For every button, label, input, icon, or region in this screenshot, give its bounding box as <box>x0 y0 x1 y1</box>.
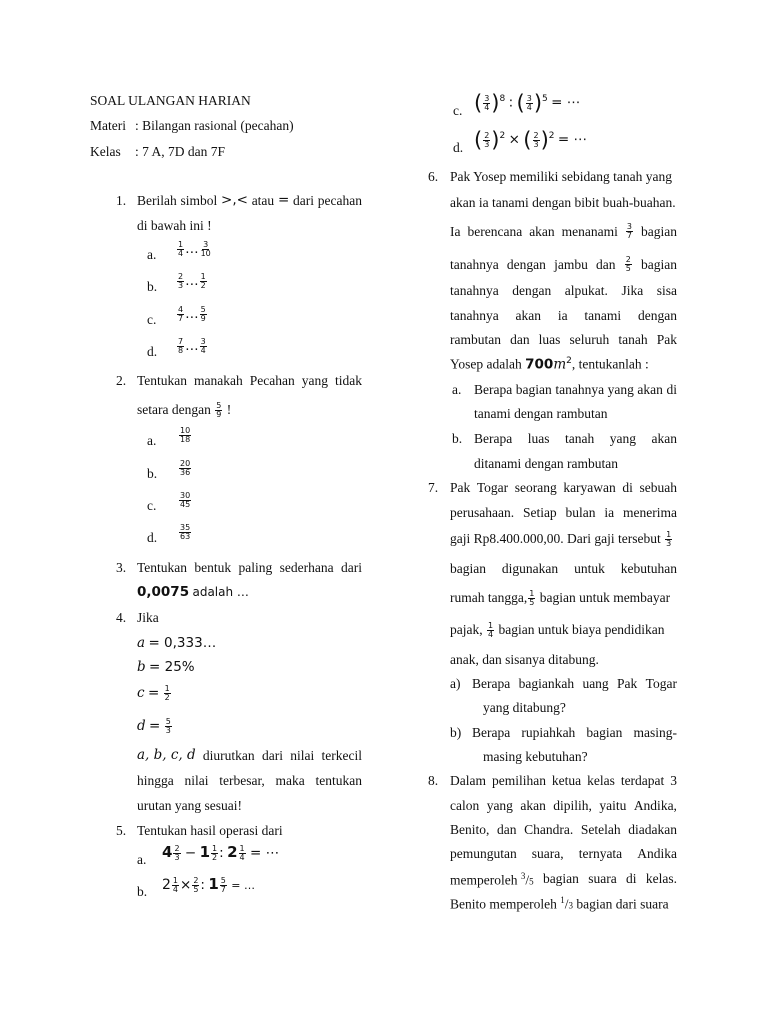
q8-line3: Benito, dan Chandra. Setelah diadakan <box>450 822 677 837</box>
q4-var-a: a = 0,333… <box>137 635 217 651</box>
q6-line4: tanahnya dengan jambu dan 2 5 bagian <box>450 255 677 274</box>
q7-line4: bagian digunakan untuk kebutuhan <box>450 561 677 576</box>
q1-line2: di bawah ini ! <box>137 218 212 233</box>
q3-line1: Tentukan bentuk paling sederhana dari <box>137 560 362 575</box>
q1-item-b-expr: $\frac{2}{3}$ … $\frac{1}{2}$ <box>178 272 206 291</box>
q8-line5: memperoleh $^3$/5 bagian suara di kelas. <box>450 871 677 888</box>
q1-item-b-label: b. <box>147 279 158 294</box>
q8-line6: Benito memperoleh $^1$/3 bagian dari suara <box>450 895 669 912</box>
q6-b-line1: Berapa luas tanah yang akan <box>474 431 677 446</box>
q7-b-label: b) <box>450 725 462 740</box>
q2-item-b-label: b. <box>147 466 158 481</box>
q4-number: 4. <box>116 610 127 625</box>
q6-a-line2: tanami dengan rambutan <box>474 406 608 421</box>
q5-c-label: c. <box>453 103 463 118</box>
materi-label: Materi <box>90 118 126 133</box>
q1-item-d-expr: $\frac{7}{8}$ … $\frac{3}{4}$ <box>178 337 206 356</box>
q1-number: 1. <box>116 193 127 208</box>
q7-line6: pajak, $\frac{1}{4}$ bagian untuk biaya pendidikan <box>450 621 665 640</box>
q6-number: 6. <box>428 169 439 184</box>
q7-b-line2: masing kebutuhan? <box>483 749 588 764</box>
q1-item-a-expr: $\frac{1}{4}$ … $\frac{3}{10}$ <box>178 240 211 259</box>
q5-d-label: d. <box>453 140 464 155</box>
q7-line2: perusahaan. Setiap bulan ia menerima <box>450 505 677 520</box>
q5-number: 5. <box>116 823 127 838</box>
q2-number: 2. <box>116 373 127 388</box>
q4-jika: Jika <box>137 610 159 625</box>
q7-line3: gaji Rp8.400.000,00. Dari gaji tersebut $\frac{1}{3}$ <box>450 530 672 549</box>
q2-item-a-label: a. <box>147 433 157 448</box>
q3-number: 3. <box>116 560 127 575</box>
q4-line5: a, b, c, d diurutkan dari nilai terkecil <box>137 747 362 763</box>
q2-item-b-frac: $\frac{20}{36}$ <box>180 459 191 478</box>
q5-b-label: b. <box>137 884 148 899</box>
q5-a-expr: 4 $\frac{2}{3}$ − 1 $\frac{1}{2}$ : 2 $\frac{1}{4}$ = ⋯ <box>162 843 280 863</box>
q7-number: 7. <box>428 480 439 495</box>
q6-line8: Yosep adalah $700m^2$, tentukanlah : <box>450 356 649 373</box>
kelas-label: Kelas <box>90 144 121 159</box>
kelas-value: : 7 A, 7D dan 7F <box>135 144 226 159</box>
q6-a-line1: Berapa bagian tanahnya yang akan di <box>474 382 677 397</box>
q8-number: 8. <box>428 773 439 788</box>
q7-a-line2: yang ditabung? <box>483 700 566 715</box>
q7-a-label: a) <box>450 676 461 691</box>
q6-line1: Pak Yosep memiliki sebidang tanah yang <box>450 169 672 184</box>
q5-a-label: a. <box>137 852 147 867</box>
q1-item-d-label: d. <box>147 344 158 359</box>
q7-a-line1: Berapa bagiankah uang Pak Togar <box>472 676 677 691</box>
q5-d-expr: ( $\frac{2}{3}$ )$^2$ × ( $\frac{2}{3}$ )$^2$ = ⋯ <box>474 128 588 152</box>
q6-line5: tanahnya dengan alpukat. Jika sisa <box>450 283 677 298</box>
q8-line1: Dalam pemilihan ketua kelas terdapat 3 <box>450 773 677 788</box>
q7-line1: Pak Togar seorang karyawan di sebuah <box>450 480 677 495</box>
q6-b-line2: ditanami dengan rambutan <box>474 456 618 471</box>
q5-b-expr: 2 $\frac{1}{4}$ × $\frac{2}{5}$ : 1 $\frac{5}{7}$ = … <box>162 875 255 895</box>
q2-item-d-label: d. <box>147 530 158 545</box>
q2-item-c-label: c. <box>147 498 157 513</box>
q2-line1: Tentukan manakah Pecahan yang tidak <box>137 373 362 388</box>
q1-line1: Berilah simbol >,< atau = dari pecahan <box>137 192 362 208</box>
q2-line2: setara dengan $\frac{5}{9}$ ! <box>137 401 232 420</box>
q8-line2: calon yang akan dipilih, yaitu Andika, <box>450 798 677 813</box>
q2-item-c-frac: $\frac{30}{45}$ <box>180 491 191 510</box>
q6-a-label: a. <box>452 382 462 397</box>
q4-var-c: c = $\frac{1}{2}$ <box>137 684 170 703</box>
q4-line7: urutan yang sesuai! <box>137 798 242 813</box>
q1-item-c-label: c. <box>147 312 157 327</box>
q8-line4: pemungutan suara, ternyata Andika <box>450 846 677 861</box>
document-title: SOAL ULANGAN HARIAN <box>90 93 251 108</box>
q7-line7: anak, dan sisanya ditabung. <box>450 652 599 667</box>
q4-var-b: b = 25% <box>137 659 195 675</box>
q4-var-d: d = $\frac{5}{3}$ <box>137 717 171 736</box>
q6-line3: Ia berencana akan menanami 3 7 bagian <box>450 222 677 241</box>
q3-line2: 0,0075 adalah … <box>137 584 249 600</box>
q4-line6: hingga nilai terbesar, maka tentukan <box>137 773 362 788</box>
q5-c-expr: ( $\frac{3}{4}$ )$^8$ : ( $\frac{3}{4}$ )$^5$ = ⋯ <box>474 91 581 115</box>
q1-item-a-label: a. <box>147 247 157 262</box>
q7-line5: rumah tangga, $\frac{1}{5}$ bagian untuk membayar <box>450 589 671 608</box>
q7-b-line1: Berapa rupiahkah bagian masing- <box>472 725 677 740</box>
q1-item-c-expr: $\frac{4}{7}$ … $\frac{5}{9}$ <box>178 305 206 324</box>
q6-line6: tanahnya akan ia tanami dengan <box>450 308 677 323</box>
q2-item-d-frac: $\frac{35}{63}$ <box>180 523 191 542</box>
materi-value: : Bilangan rasional (pecahan) <box>135 118 294 133</box>
q2-item-a-frac: $\frac{10}{18}$ <box>180 426 191 445</box>
q6-line7: rambutan dan luas seluruh tanah Pak <box>450 332 677 347</box>
q6-line2: akan ia tanami dengan bibit buah-buahan. <box>450 195 676 210</box>
q6-b-label: b. <box>452 431 463 446</box>
q5-line1: Tentukan hasil operasi dari <box>137 823 283 838</box>
